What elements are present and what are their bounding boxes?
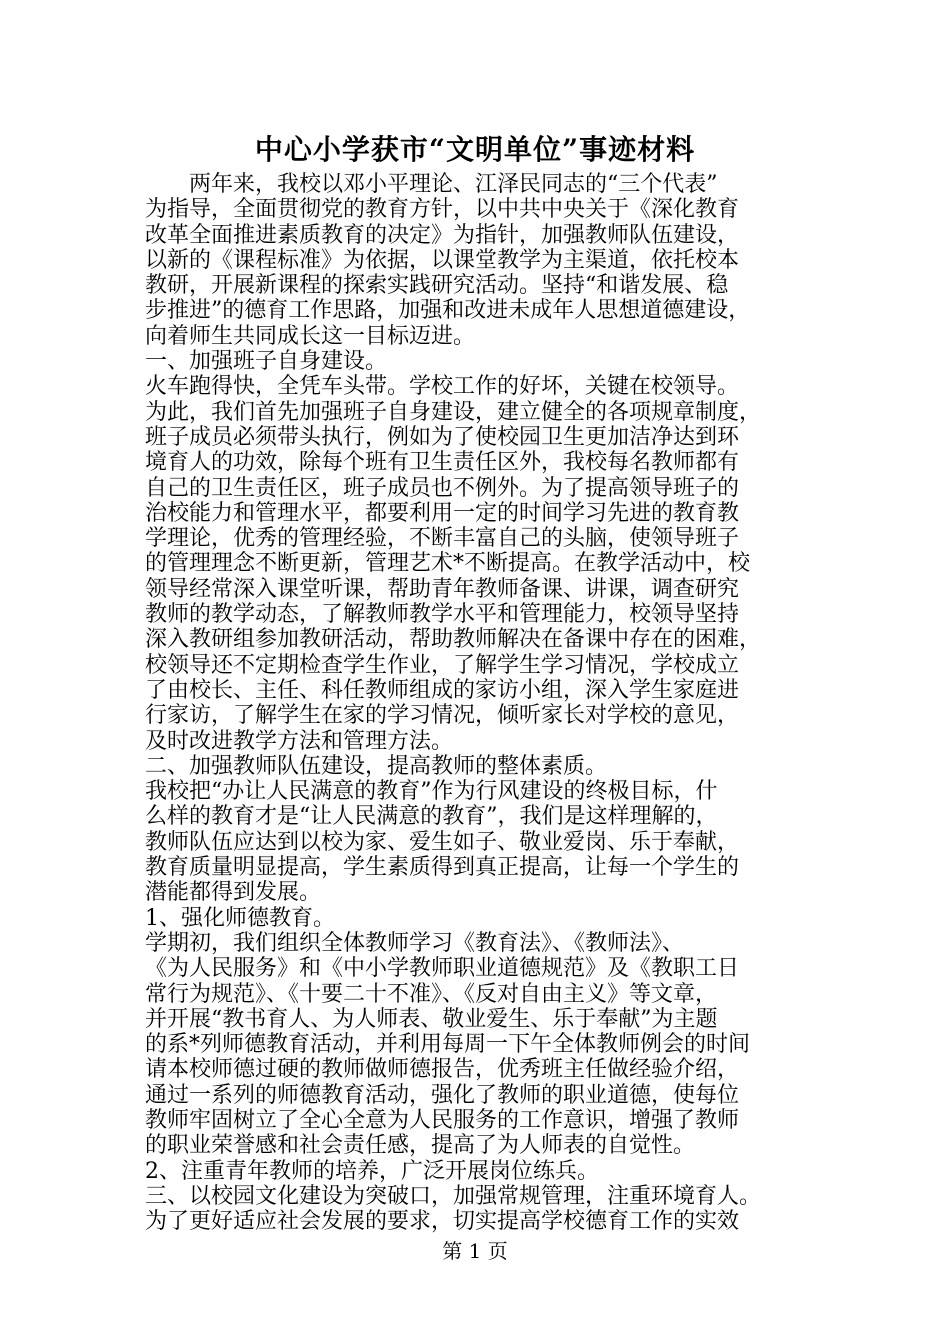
text-line: 向着师生共同成长这一目标迈进。 xyxy=(145,323,476,349)
text-line: 三、以校园文化建设为突破口，加强常规管理，注重环境育人。 xyxy=(145,1183,762,1209)
text-line: 的职业荣誉感和社会责任感，提高了为人师表的自觉性。 xyxy=(145,1133,696,1159)
text-line: 了由校长、主任、科任教师组成的家访小组，深入学生家庭进 xyxy=(145,677,740,703)
document-body xyxy=(145,172,805,1234)
text-line: 的系*列师德教育活动，并利用每周一下午全体教师例会的时间 xyxy=(145,1032,751,1058)
text-line: 2、注重青年教师的培养，广泛开展岗位练兵。 xyxy=(145,1158,599,1184)
text-line: 一、加强班子自身建设。 xyxy=(145,349,388,375)
text-line: 两年来，我校以邓小平理论、江泽民同志的“三个代表” xyxy=(145,172,718,197)
text-line: 深入教研组参加教研活动，帮助教师解决在备课中存在的困难， xyxy=(145,627,762,653)
text-line: 教育质量明显提高，学生素质得到真正提高，让每一个学生的 xyxy=(145,855,740,881)
text-line: 通过一系列的师德教育活动，强化了教师的职业道德，使每位 xyxy=(145,1082,740,1108)
text-line: 《为人民服务》和《中小学教师职业道德规范》及《教职工日 xyxy=(145,956,740,982)
text-line: 行家访，了解学生在家的学习情况，倾听家长对学校的意见， xyxy=(145,703,740,729)
text-line: 并开展“教书育人、为人师表、敬业爱生、乐于奉献”为主题 xyxy=(145,1006,718,1032)
text-line: 学期初，我们组织全体教师学习《教育法》、《教师法》、 xyxy=(145,930,685,956)
text-line: 教师牢固树立了全心全意为人民服务的工作意识，增强了教师 xyxy=(145,1107,740,1133)
text-line: 教研，开展新课程的探索实践研究活动。坚持“和谐发展、稳 xyxy=(145,273,729,299)
text-line: 为了更好适应社会发展的要求，切实提高学校德育工作的实效 xyxy=(145,1209,740,1235)
text-line: 以新的《课程标准》为依据，以课堂教学为主渠道，依托校本 xyxy=(145,247,740,273)
text-line: 常行为规范》、《十要二十不准》、《反对自由主义》等文章， xyxy=(145,981,718,1007)
text-line: 改革全面推进素质教育的决定》为指针，加强教师队伍建设， xyxy=(145,222,740,248)
document-title: 中心小学获市“文明单位”事迹材料 xyxy=(254,133,696,166)
text-line: 校领导还不定期检查学生作业，了解学生学习情况，学校成立 xyxy=(145,652,740,678)
text-line: 我校把“办让人民满意的教育”作为行风建设的终极目标，什 xyxy=(145,779,718,805)
text-line: 火车跑得快，全凭车头带。学校工作的好坏，关键在校领导。 xyxy=(145,374,740,400)
page-number: 第 1 页 xyxy=(442,1239,508,1263)
text-line: 学理论，优秀的管理经验，不断丰富自己的头脑，使领导班子 xyxy=(145,526,740,552)
text-line: 领导经常深入课堂听课，帮助青年教师备课、讲课，调查研究 xyxy=(145,576,740,602)
text-line: 1、强化师德教育。 xyxy=(145,905,335,931)
text-line: 治校能力和管理水平，都要利用一定的时间学习先进的教育教 xyxy=(145,500,740,526)
text-line: 的管理理念不断更新，管理艺术*不断提高。在教学活动中，校 xyxy=(145,551,751,577)
text-line: 班子成员必须带头执行，例如为了使校园卫生更加洁净达到环 xyxy=(145,424,740,450)
text-line: 为指导，全面贯彻党的教育方针，以中共中央关于《深化教育 xyxy=(145,197,740,223)
text-line: 么样的教育才是“让人民满意的教育”，我们是这样理解的， xyxy=(145,804,718,830)
text-line: 教师的教学动态，了解教师教学水平和管理能力，校领导坚持 xyxy=(145,602,740,628)
text-line: 二、加强教师队伍建设，提高教师的整体素质。 xyxy=(145,753,608,779)
text-line: 及时改进教学方法和管理方法。 xyxy=(145,728,454,754)
text-line: 教师队伍应达到以校为家、爱生如子、敬业爱岗、乐于奉献， xyxy=(145,829,740,855)
text-line: 请本校师德过硬的教师做师德报告，优秀班主任做经验介绍， xyxy=(145,1057,740,1083)
text-line: 为此，我们首先加强班子自身建设，建立健全的各项规章制度， xyxy=(145,399,762,425)
text-line: 步推进”的德育工作思路，加强和改进未成年人思想道德建设， xyxy=(145,298,751,324)
text-line: 境育人的功效，除每个班有卫生责任区外，我校每名教师都有 xyxy=(145,450,740,476)
text-line: 自己的卫生责任区，班子成员也不例外。为了提高领导班子的 xyxy=(145,475,740,501)
text-line: 潜能都得到发展。 xyxy=(145,880,322,906)
